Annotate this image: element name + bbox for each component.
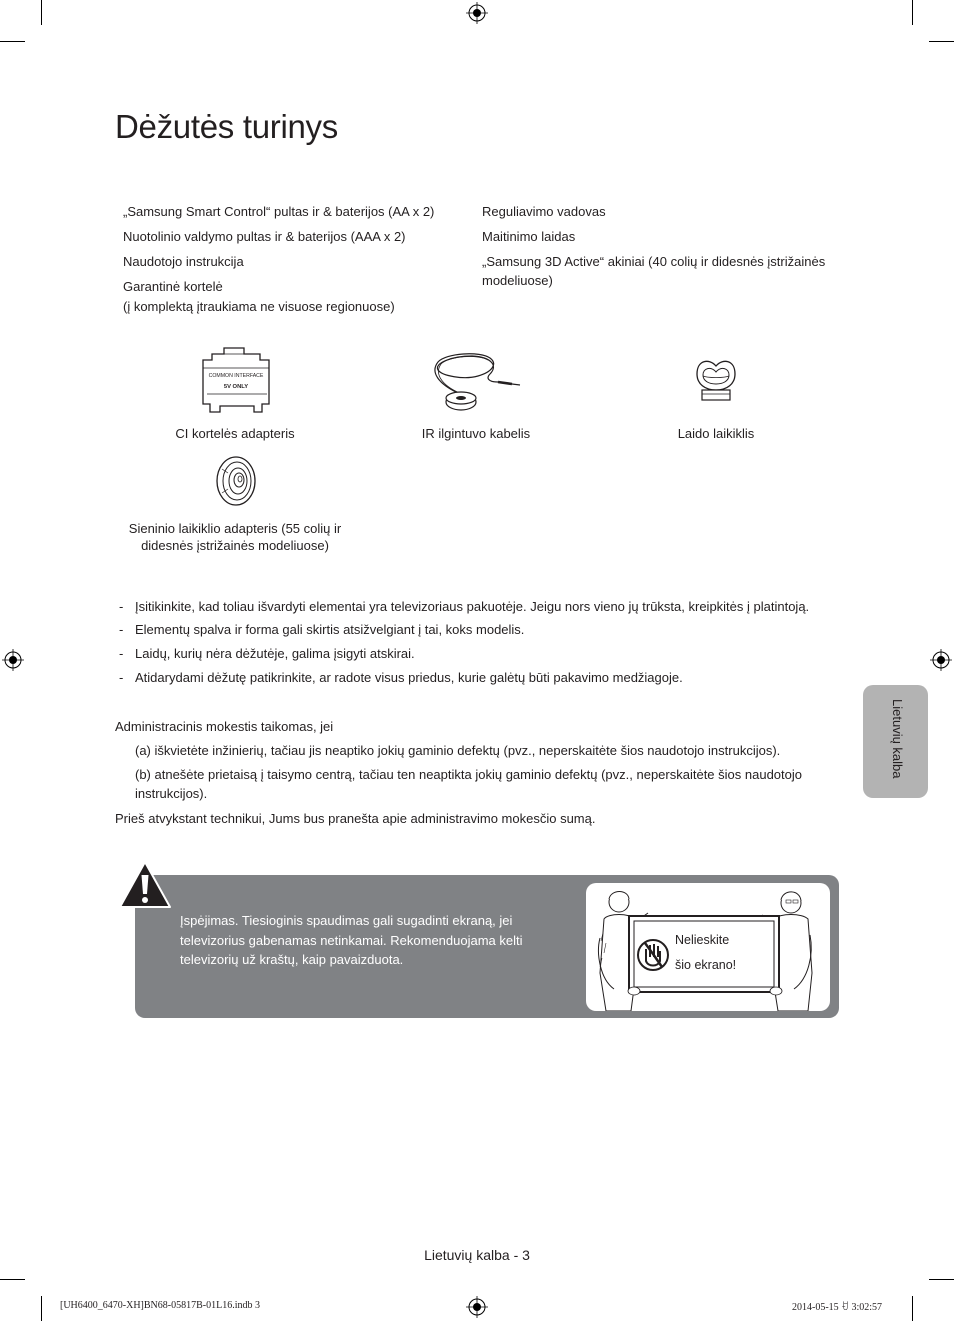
contents-item: modeliuose) bbox=[482, 273, 553, 288]
print-slug-right: 2014-05-15 ꀀ 3:02:57 bbox=[792, 1302, 883, 1313]
admin-item-b-cont: instrukcijos). bbox=[135, 786, 208, 801]
no-touch-screen-text-1: Nelieskite bbox=[675, 933, 730, 947]
crop-mark bbox=[929, 41, 954, 42]
contents-item: Naudotojo instrukcija bbox=[123, 254, 244, 269]
warning-text-line2: televizorius gabenamas netinkamai. Rekomenduojama kelti bbox=[180, 932, 523, 948]
crop-mark bbox=[912, 1296, 913, 1321]
wall-mount-caption-line2: didesnės įstrižainės modeliuose) bbox=[141, 538, 329, 553]
crop-mark bbox=[912, 0, 913, 25]
page-title: Dėžutės turinys bbox=[115, 108, 338, 145]
note-dash: - bbox=[119, 599, 124, 614]
contents-item: Reguliavimo vadovas bbox=[482, 204, 606, 219]
cable-holder-caption: Laido laikiklis bbox=[677, 426, 755, 441]
warning-text bbox=[180, 911, 560, 970]
crop-mark bbox=[41, 1296, 42, 1321]
print-slug-left: [UH6400_6470-XH]BN68-05817B-01L16.indb 3 bbox=[60, 1300, 260, 1311]
ci-adapter-caption: CI kortelės adapteris bbox=[175, 426, 295, 441]
contents-item: Nuotolinio valdymo pultas ir & baterijos (AAA x 2) bbox=[123, 229, 406, 244]
crop-mark bbox=[0, 41, 25, 42]
admin-closing: Prieš atvykstant technikui, Jums bus pranešta apie administravimo mokesčio sumą. bbox=[115, 811, 596, 826]
admin-intro: Administracinis mokestis taikomas, jei bbox=[115, 719, 334, 734]
wall-mount-caption bbox=[110, 520, 360, 554]
ci-card-text-1: COMMON INTERFACE bbox=[208, 373, 264, 379]
contents-item: „Samsung 3D Active“ akiniai (40 colių ir didesnės įstrižainės bbox=[482, 254, 826, 269]
note-text: Įsitikinkite, kad toliau išvardyti elementai yra televizoriaus pakuotėje. Jeigu nors vieno jų trūksta, kreipkitės į platintoją. bbox=[135, 599, 810, 614]
crop-mark bbox=[929, 1279, 954, 1280]
contents-item: Garantinė kortelė bbox=[123, 279, 223, 294]
warning-label: Įspėjimas bbox=[180, 913, 235, 928]
note-dash: - bbox=[119, 622, 124, 637]
page-footer: Lietuvių kalba - 3 bbox=[424, 1247, 530, 1263]
wall-mount-caption-line1: Sieninio laikiklio adapteris (55 colių ir bbox=[128, 521, 342, 536]
note-dash: - bbox=[119, 646, 124, 661]
contents-item-note: (į komplektą įtraukiama ne visuose regionuose) bbox=[123, 299, 395, 314]
note-text: Atidarydami dėžutę patikrinkite, ar radote visus priedus, kurie galėtų būti pakavimo medžiagoje. bbox=[135, 670, 683, 685]
people-carrying-tv-icon bbox=[586, 883, 830, 1011]
note-text: Laidų, kurių nėra dėžutėje, galima įsigyti atskirai. bbox=[135, 646, 415, 661]
warning-text-line1: . Tiesioginis spaudimas gali sugadinti ekraną, jei bbox=[234, 913, 513, 928]
note-dash: - bbox=[119, 670, 124, 685]
note-text: Elementų spalva ir forma gali skirtis atsižvelgiant į tai, koks modelis. bbox=[135, 622, 525, 637]
language-side-tab-label: Lietuvių kalba bbox=[890, 699, 905, 779]
ci-card-text-2: 5V ONLY bbox=[223, 384, 249, 390]
warning-triangle-icon bbox=[117, 859, 173, 911]
registration-mark-icon bbox=[466, 1296, 488, 1318]
no-touch-screen-text-2: šio ekrano! bbox=[675, 958, 737, 972]
language-side-tab bbox=[863, 685, 928, 798]
warning-text-line3: televizorių už kraštų, kaip pavaizduota. bbox=[180, 952, 404, 967]
contents-item: Maitinimo laidas bbox=[482, 229, 576, 244]
contents-item: „Samsung Smart Control“ pultas ir & baterijos (AA x 2) bbox=[123, 204, 435, 219]
admin-item-b: (b) atnešėte prietaisą į taisymo centrą, tačiau ten neaptikta jokių gaminio defektų (pvz., neperskaitėte šios naudotojo bbox=[135, 767, 802, 782]
registration-mark-icon bbox=[2, 649, 24, 671]
tv-carrying-illustration bbox=[586, 883, 830, 1011]
ir-cable-caption: IR ilgintuvo kabelis bbox=[421, 426, 531, 441]
wall-mount-adapter-icon bbox=[214, 455, 258, 507]
crop-mark bbox=[0, 1279, 25, 1280]
ir-cable-icon bbox=[428, 350, 524, 412]
registration-mark-icon bbox=[466, 2, 488, 24]
registration-mark-icon bbox=[930, 649, 952, 671]
cable-holder-icon bbox=[693, 356, 739, 404]
admin-item-a: (a) iškvietėte inžinierių, tačiau jis neaptiko jokių gaminio defektų (pvz., neperskaitėte šios naudotojo instrukcijos). bbox=[135, 743, 781, 758]
crop-mark bbox=[41, 0, 42, 25]
ci-card-adapter-icon bbox=[200, 346, 274, 416]
